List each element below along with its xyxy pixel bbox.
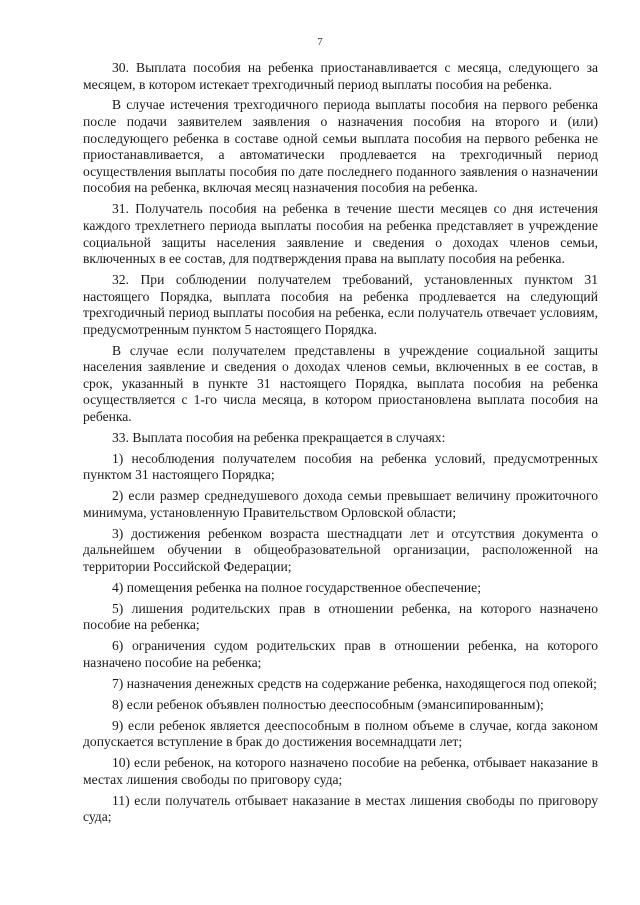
paragraph-32: 32. При соблюдении получателем требований, установленных пунктом 31 настоящего Порядка, выплата пособия на ребенка продлевается на следующий трехгодичный период выплаты пособия на ребенка, если получатель отвечает условиям, предусмотренным пунктом 5 настоящего Порядка. xyxy=(83,272,598,337)
list-item-9: 9) если ребенок является дееспособным в полном объеме в случае, когда законом допускается вступление в брак до достижения восемнадцати лет; xyxy=(83,717,598,750)
list-item-11: 11) если получатель отбывает наказание в местах лишения свободы по приговору суда; xyxy=(83,792,598,825)
paragraph-32-continuation: В случае если получателем представлены в учреждение социальной защиты населения заявление и сведения о доходах членов семьи, включенных в ее состав, в срок, указанный в пункте 31 настоящего Порядка, выплата пособия на ребенка осуществляется с 1-го числа месяца, в котором приостановлена выплата пособия на ребенка. xyxy=(83,342,598,425)
paragraph-31: 31. Получатель пособия на ребенка в течение шести месяцев со дня истечения каждого трехлетнего периода выплаты пособия на ребенка представляет в учреждение социальной защиты населения заявление и сведения о доходах членов семьи, включенных в ее состав, для подтверждения права на выплату пособия на ребенка. xyxy=(83,201,598,267)
page-number: 7 xyxy=(317,36,323,48)
list-item-7: 7) назначения денежных средств на содержание ребенка, находящегося под опекой; xyxy=(112,675,597,691)
list-item-2: 2) если размер среднедушевого дохода семьи превышает величину прожиточного минимума, установленную Правительством Орловской области; xyxy=(83,488,598,520)
list-item-5: 5) лишения родительских прав в отношении ребенка, на которого назначено пособие на ребенка; xyxy=(83,600,598,633)
document-body xyxy=(83,60,598,830)
list-item-6: 6) ограничения судом родительских прав в отношении ребенка, на которого назначено пособие на ребенка; xyxy=(83,638,598,670)
paragraph-30: 30. Выплата пособия на ребенка приостанавливается с месяца, следующего за месяцем, в котором истекает трехгодичный период выплаты пособия на ребенка. xyxy=(83,60,598,92)
paragraph-30-extension: В случае истечения трехгодичного периода выплаты пособия на первого ребенка после подачи заявителем заявления о назначения пособия на второго и (или) последующего ребенка в составе одной семьи выплата пособия на первого ребенка не приостанавливается, а автоматически продлевается на трехгодичный период осуществления выплаты пособия по дате последнего поданного заявления о назначении пособия на ребенка, включая месяц назначения пособия на ребенка. xyxy=(83,97,598,196)
list-item-8: 8) если ребенок объявлен полностью дееспособным (эмансипированным); xyxy=(112,696,544,712)
paragraph-33: 33. Выплата пособия на ребенка прекращается в случаях: xyxy=(112,429,446,445)
list-item-3: 3) достижения ребенком возраста шестнадцати лет и отсутствия документа о дальнейшем обучении в общеобразовательной организации, расположенной на территории Российской Федерации; xyxy=(83,525,598,574)
list-item-1: 1) несоблюдения получателем пособия на ребенка условий, предусмотренных пунктом 31 настоящего Порядка; xyxy=(83,450,598,483)
list-item-4: 4) помещения ребенка на полное государственное обеспечение; xyxy=(112,579,481,595)
list-item-10: 10) если ребенок, на которого назначено пособие на ребенка, отбывает наказание в местах лишения свободы по приговору суда; xyxy=(83,755,598,787)
